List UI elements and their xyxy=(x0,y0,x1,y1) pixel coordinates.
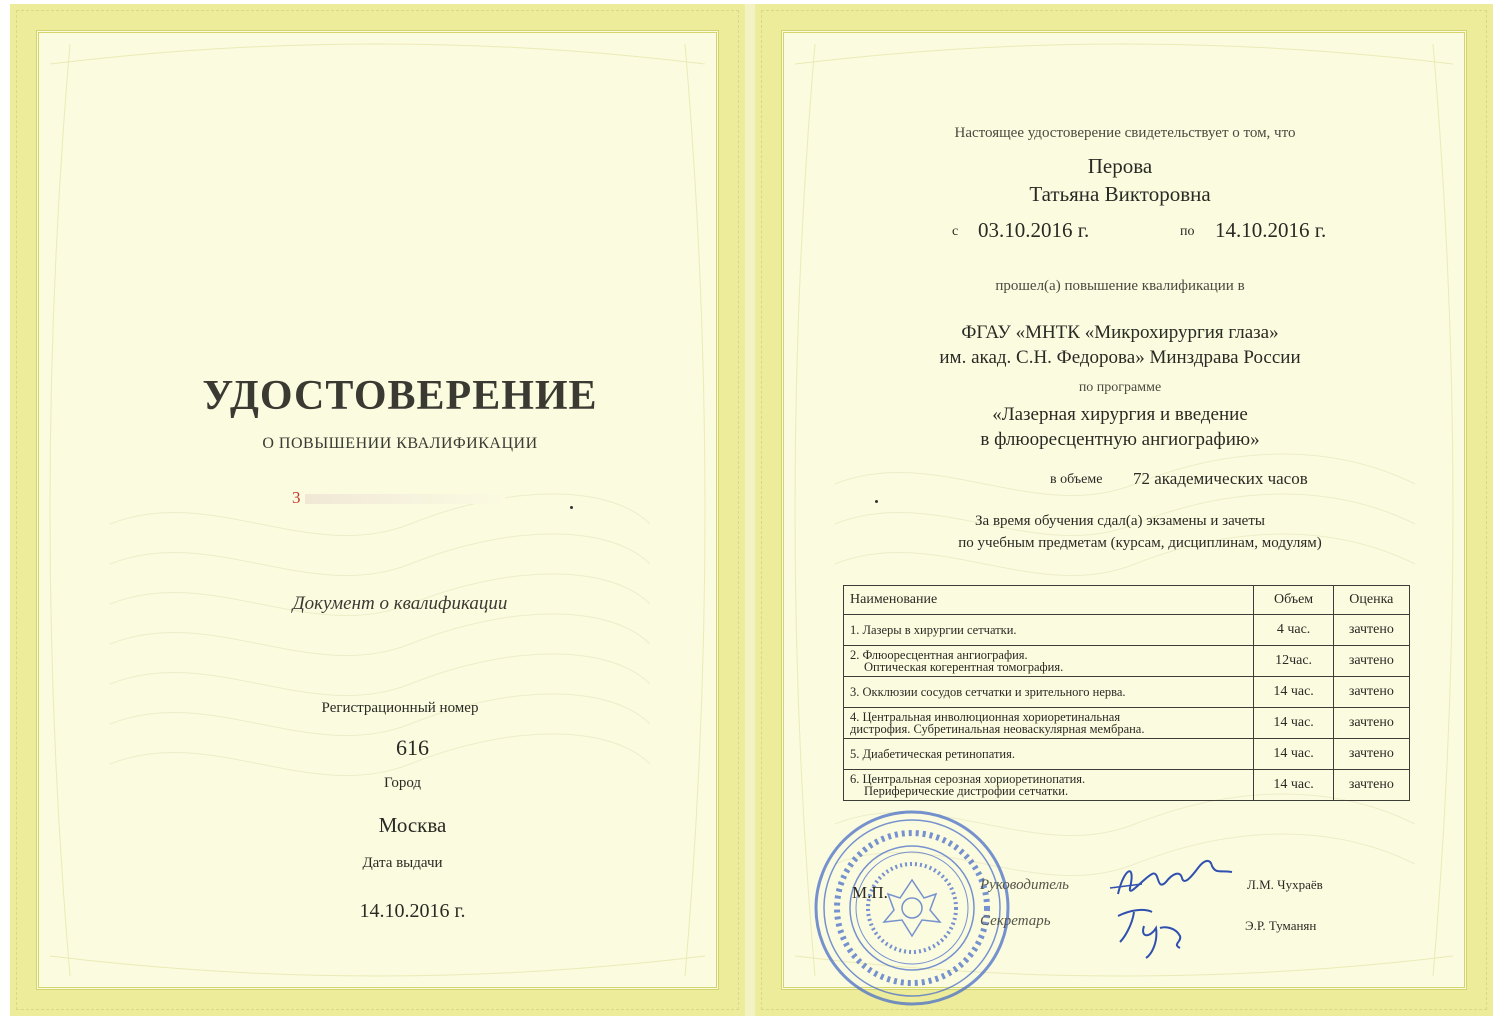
subject-grade: зачтено xyxy=(1333,646,1409,677)
period-to-prefix: по xyxy=(1180,224,1195,239)
director-role: Руководитель xyxy=(980,877,1069,893)
header-name: Наименование xyxy=(844,586,1254,615)
institution-line-1: ФГАУ «МНТК «Микрохирургия глаза» xyxy=(961,322,1279,343)
exams-text-line-2: по учебным предметам (курсам, дисциплинам, модулям) xyxy=(958,535,1322,551)
period-to-date: 14.10.2016 г. xyxy=(1215,218,1327,242)
table-row xyxy=(844,615,1410,646)
city-value: Москва xyxy=(378,813,447,837)
table-row xyxy=(844,770,1410,801)
subject-name xyxy=(844,646,1254,677)
period-from-prefix: с xyxy=(952,224,959,239)
spine-fold xyxy=(745,4,755,1016)
holder-first-names: Татьяна Викторовна xyxy=(1029,182,1211,206)
table-row xyxy=(844,646,1410,677)
program-line-2: в флюоресцентную ангиографию» xyxy=(980,429,1260,450)
header-grade: Оценка xyxy=(1333,586,1409,615)
subject-name-line: 2. Флюоресцентная ангиография. xyxy=(850,648,1028,662)
subject-hours: 14 час. xyxy=(1254,739,1333,770)
table-row xyxy=(844,708,1410,739)
passed-text: прошел(а) повышение квалификации в xyxy=(995,278,1245,294)
subject-name-line: 5. Диабетическая ретинопатия. xyxy=(850,747,1015,761)
holder-last-name: Перова xyxy=(1087,154,1153,178)
issue-date-label: Дата выдачи xyxy=(362,855,443,871)
subject-hours: 14 час. xyxy=(1254,708,1333,739)
subject-name-line: Периферические дистрофии сетчатки. xyxy=(864,784,1069,798)
redacted-serial xyxy=(305,494,505,504)
subject-name-line: 3. Окклюзии сосудов сетчатки и зрительного нерва. xyxy=(850,685,1126,699)
subject-name-line: 1. Лазеры в хирургии сетчатки. xyxy=(850,623,1017,637)
director-name: Л.М. Чухраёв xyxy=(1247,877,1323,892)
subject-hours: 14 час. xyxy=(1254,677,1333,708)
serial-number-mark: 3 xyxy=(292,488,301,507)
subject-name xyxy=(844,770,1254,801)
period-from-date: 03.10.2016 г. xyxy=(978,218,1090,242)
subject-name xyxy=(844,708,1254,739)
program-line-1: «Лазерная хирургия и введение xyxy=(992,404,1248,425)
subject-grade: зачтено xyxy=(1333,770,1409,801)
registration-label: Регистрационный номер xyxy=(321,700,479,716)
official-seal xyxy=(812,808,1012,1008)
table-row xyxy=(844,677,1410,708)
subject-hours: 12час. xyxy=(1254,646,1333,677)
intro-text: Настоящее удостоверение свидетельствует о том, что xyxy=(954,125,1296,141)
secretary-name: Э.Р. Туманян xyxy=(1245,918,1317,933)
subject-hours: 4 час. xyxy=(1254,615,1333,646)
registration-number: 616 xyxy=(396,735,429,760)
program-label: по программе xyxy=(1078,380,1162,395)
volume-value: 72 академических часов xyxy=(1133,469,1308,488)
document-kind: Документ о квалификации xyxy=(292,593,508,614)
institution-line-2: им. акад. С.Н. Федорова» Минздрава России xyxy=(939,347,1301,368)
subject-hours: 14 час. xyxy=(1254,770,1333,801)
subject-grade: зачтено xyxy=(1333,677,1409,708)
certificate-subtitle: О ПОВЫШЕНИИ КВАЛИФИКАЦИИ xyxy=(262,435,538,452)
subject-name xyxy=(844,677,1254,708)
issue-date: 14.10.2016 г. xyxy=(359,900,466,922)
volume-label: в объеме xyxy=(1050,472,1103,487)
print-dot xyxy=(875,500,878,503)
table-header-row xyxy=(844,586,1410,615)
exams-text-line-1: За время обучения сдал(а) экзамены и зачеты xyxy=(975,513,1265,529)
print-dot xyxy=(570,506,573,509)
director-signature xyxy=(1100,848,1240,908)
city-label: Город xyxy=(383,775,422,791)
table-row xyxy=(844,739,1410,770)
secretary-signature xyxy=(1110,902,1200,962)
subject-name-line: Оптическая когерентная томография. xyxy=(864,660,1064,674)
subjects-table xyxy=(843,585,1410,801)
subject-grade: зачтено xyxy=(1333,739,1409,770)
subject-name-line: дистрофия. Субретинальная неоваскулярная мембрана. xyxy=(850,722,1145,736)
subject-name xyxy=(844,739,1254,770)
header-volume: Объем xyxy=(1254,586,1333,615)
secretary-role: Секретарь xyxy=(980,913,1051,929)
subject-name xyxy=(844,615,1254,646)
seal-label: М.П. xyxy=(852,883,888,902)
subject-grade: зачтено xyxy=(1333,615,1409,646)
subject-name-line: 6. Центральная серозная хориоретинопатия. xyxy=(850,772,1086,786)
subject-grade: зачтено xyxy=(1333,708,1409,739)
certificate-title: УДОСТОВЕРЕНИЕ xyxy=(202,373,598,419)
subject-name-line: 4. Центральная инволюционная хориоретинальная xyxy=(850,710,1121,724)
